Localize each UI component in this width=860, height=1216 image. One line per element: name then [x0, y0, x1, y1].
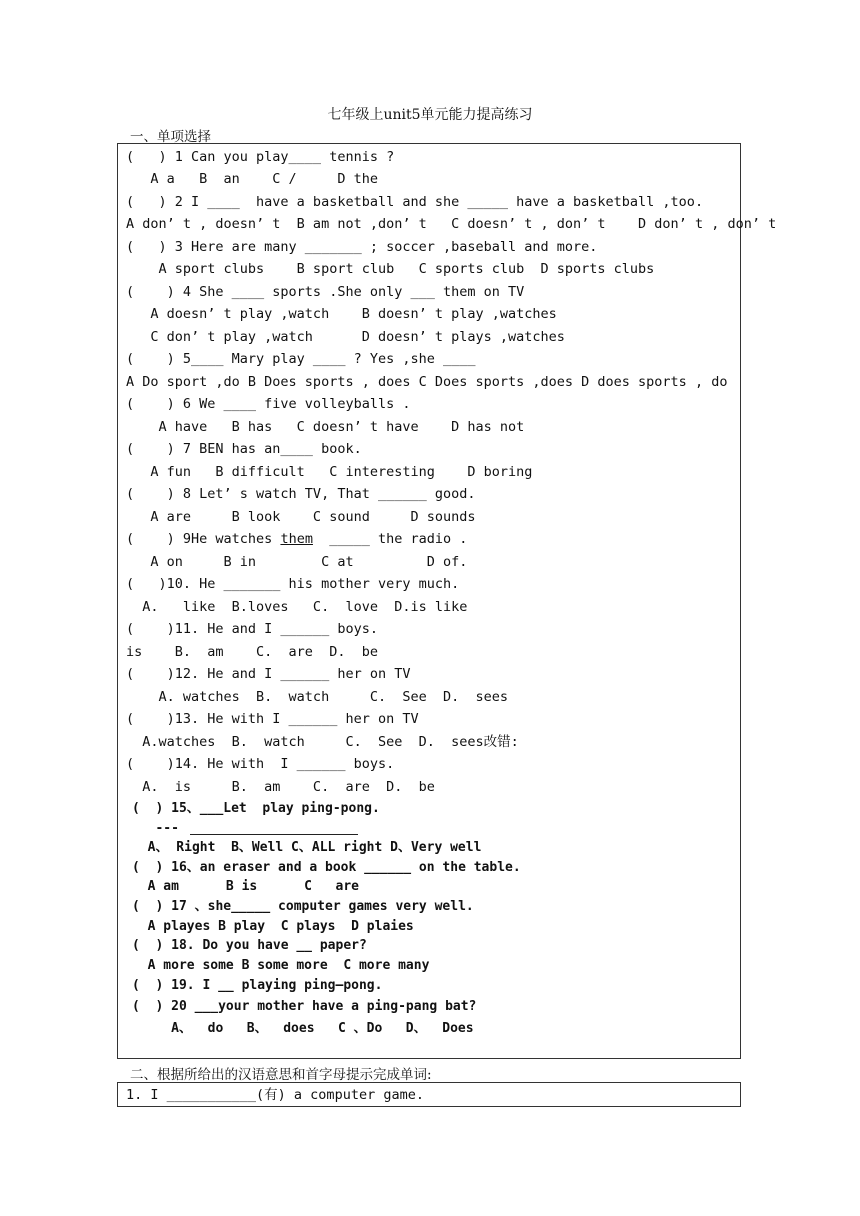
section-heading-2: 二、根据所给出的汉语意思和首字母提示完成单词:	[130, 1067, 432, 1083]
option-line: A. watches B. watch C. See D. sees	[126, 689, 509, 705]
option-line: A Do sport ,do B Does sports , does C Does sports ,does D does sports , do	[126, 374, 728, 390]
question-line: ( ) 6 We ____ five volleyballs .	[126, 396, 411, 412]
option-line: A. like B.loves C. love D.is like	[126, 599, 468, 615]
question-line: ( )12. He and I ______ her on TV	[126, 666, 411, 682]
option-line: A sport clubs B sport club C sports club D sports clubs	[126, 261, 655, 277]
question-line: ( ) 3 Here are many _______ ; soccer ,baseball and more.	[126, 239, 598, 255]
section-heading-1: 一、单项选择	[130, 129, 211, 145]
question-line	[126, 531, 467, 547]
question-box-2	[117, 1082, 741, 1107]
answer-dash: ---	[132, 821, 179, 836]
option-line: A on B in C at D of.	[126, 554, 468, 570]
question-line: ( ) 17 、she_____ computer games very well.	[132, 899, 474, 914]
question-box-1	[117, 143, 777, 1059]
q9-tail: _____ the radio .	[312, 531, 468, 547]
question-line: ( ) 8 Let’ s watch TV, That ______ good.	[126, 486, 476, 502]
option-line: A have B has C doesn’ t have D has not	[126, 419, 525, 435]
page-title: 七年级上unit5单元能力提高练习	[327, 107, 533, 123]
fill-in-line: 1. I ___________(有) a computer game.	[126, 1087, 424, 1103]
option-line: C don’ t play ,watch D doesn’ t plays ,watches	[126, 329, 565, 345]
question-line: ( ) 18. Do you have __ paper?	[132, 938, 367, 953]
question-line: ( ) 1 Can you play____ tennis ?	[126, 149, 395, 165]
option-line: A fun B difficult C interesting D boring	[126, 464, 533, 480]
option-line: A playes B play C plays D plaies	[132, 919, 414, 934]
question-line: ( ) 7 BEN has an____ book.	[126, 441, 362, 457]
option-line: A more some B some more C more many	[132, 958, 430, 973]
option-line: is B. am C. are D. be	[126, 644, 378, 660]
question-line: ( )13. He with I ______ her on TV	[126, 711, 419, 727]
answer-rule	[190, 834, 358, 835]
option-line: A am B is C are	[132, 879, 359, 894]
question-line: ( )11. He and I ______ boys.	[126, 621, 378, 637]
question-line: ( ) 4 She ____ sports .She only ___ them on TV	[126, 284, 525, 300]
option-line: A、 Right B、Well C、ALL right D、Very well	[132, 840, 482, 855]
option-line: A doesn’ t play ,watch B doesn’ t play ,watches	[126, 306, 557, 322]
option-line: A are B look C sound D sounds	[126, 509, 476, 525]
question-line: ( ) 5____ Mary play ____ ? Yes ,she ____	[126, 351, 476, 367]
option-line: A. is B. am C. are D. be	[126, 779, 435, 795]
question-line: ( ) 2 I ____ have a basketball and she _____ have a basketball ,too.	[126, 194, 704, 210]
question-line: ( ) 16、an eraser and a book ______ on the table.	[132, 860, 521, 875]
option-line: A a B an C / D the	[126, 171, 378, 187]
option-line: A、 do B、 does C 、Do D、 Does	[132, 1021, 474, 1036]
question-line: ( ) 15、___Let play ping-pong.	[132, 801, 380, 816]
question-line: ( )10. He _______ his mother very much.	[126, 576, 460, 592]
question-line: ( ) 19. I __ playing ping—pong.	[132, 978, 383, 993]
option-line: A.watches B. watch C. See D. sees改错:	[126, 734, 519, 750]
q9-underlined-word: them	[280, 531, 313, 547]
question-line: ( ) 20 ___your mother have a ping-pang bat?	[132, 999, 477, 1014]
question-line: ( )14. He with I ______ boys.	[126, 756, 395, 772]
q9-lead: ( ) 9He watches	[126, 531, 281, 547]
option-line: A don’ t , doesn’ t B am not ,don’ t C doesn’ t , don’ t D don’ t , don’ t	[126, 216, 777, 232]
